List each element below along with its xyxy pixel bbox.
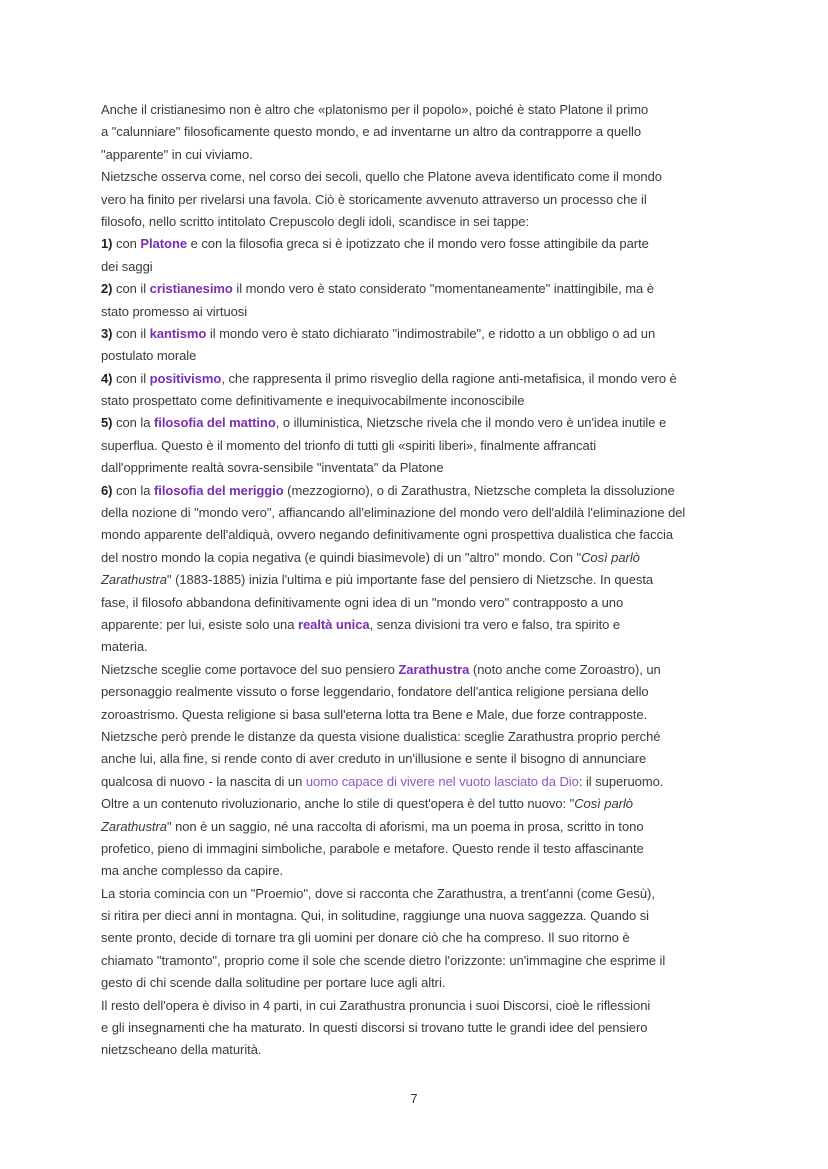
- text-segment: stato prospettato come definitivamente e inequivocabilmente inconoscibile: [101, 393, 525, 409]
- text-segment: gesto di chi scende dalla solitudine per portare luce agli altri.: [101, 975, 446, 991]
- text-segment: qualcosa di nuovo - la nascita di un: [101, 773, 306, 789]
- text-segment: : il superuomo.: [578, 773, 664, 789]
- text-segment: " (1883-1885) inizia l'ultima e più importante fase del pensiero di Nietzsche. In questa: [166, 572, 654, 588]
- text-line: [101, 256, 741, 278]
- list-number: 5): [101, 415, 113, 431]
- text-line: [101, 771, 741, 793]
- text-line: [101, 502, 741, 524]
- text-line: [101, 1039, 741, 1061]
- highlighted-term: realtà unica: [297, 616, 370, 632]
- text-segment: vero ha finito per rivelarsi una favola. Ciò è storicamente avvenuto attraverso un processo che il: [101, 191, 647, 207]
- italic-title: Zarathustra: [101, 818, 167, 834]
- text-line: [101, 480, 741, 502]
- list-number: 1): [101, 236, 113, 252]
- text-line: [101, 301, 741, 323]
- body-text: [101, 99, 741, 1062]
- text-line: [101, 524, 741, 546]
- text-line: [101, 323, 741, 345]
- text-segment: materia.: [101, 639, 148, 655]
- text-line: [101, 233, 741, 255]
- text-line: [101, 189, 741, 211]
- text-segment: superflua. Questo è il momento del trionfo di tutti gli «spiriti liberi», finalmente affrancati: [101, 437, 597, 453]
- highlighted-term: Zarathustra: [398, 661, 470, 677]
- text-segment: anche lui, alla fine, si rende conto di aver creduto in un'illusione e sente il bisogno di annunciare: [101, 751, 647, 767]
- text-segment: postulato morale: [101, 348, 197, 364]
- text-line: [101, 412, 741, 434]
- text-segment: Il resto dell'opera è diviso in 4 parti, in cui Zarathustra pronuncia i suoi Discorsi, cioè le riflessioni: [101, 997, 651, 1013]
- text-line: [101, 972, 741, 994]
- text-line: [101, 592, 741, 614]
- highlighted-term: kantismo: [149, 325, 207, 341]
- highlighted-term: positivismo: [149, 370, 222, 386]
- text-segment: e con la filosofia greca si è ipotizzato che il mondo vero fosse attingibile da parte: [187, 236, 649, 252]
- text-line: [101, 547, 741, 569]
- text-segment: "apparente" in cui viviamo.: [101, 146, 253, 162]
- text-segment: profetico, pieno di immagini simboliche, parabole e metafore. Questo rende il testo affascinante: [101, 840, 644, 856]
- text-segment: con: [112, 236, 141, 252]
- text-segment: dall'opprimente realtà sovra-sensibile "inventata" da Platone: [101, 460, 444, 476]
- list-number: 6): [101, 482, 113, 498]
- text-line: [101, 121, 741, 143]
- text-segment: il mondo vero è stato dichiarato "indimostrabile", e ridotto a un obbligo o ad un: [206, 325, 656, 341]
- text-segment: Anche il cristianesimo non è altro che «platonismo per il popolo», poiché è stato Platone il primo: [101, 102, 649, 117]
- text-line: [101, 345, 741, 367]
- text-segment: con il: [112, 281, 150, 297]
- text-segment: La storia comincia con un "Proemio", dove si racconta che Zarathustra, a trent'anni (come Gesù),: [101, 885, 655, 901]
- text-segment: del nostro mondo la copia negativa (e quindi biasimevole) di un "altro" mondo. Con ": [101, 549, 582, 565]
- text-segment: si ritira per dieci anni in montagna. Qui, in solitudine, raggiunge una nuova saggezza. Quando si: [101, 908, 649, 924]
- text-line: [101, 614, 741, 636]
- text-segment: il mondo vero è stato considerato "momentaneamente" inattingibile, ma è: [232, 281, 654, 297]
- text-segment: filosofo, nello scritto intitolato Crepuscolo degli idoli, scandisce in sei tappe:: [101, 213, 530, 229]
- text-segment: con la: [112, 482, 154, 498]
- text-line: [101, 860, 741, 882]
- text-segment: stato promesso ai virtuosi: [101, 303, 248, 319]
- text-segment: zoroastrismo. Questa religione si basa sull'eterna lotta tra Bene e Male, due forze contrapposte.: [101, 706, 648, 722]
- text-segment: chiamato "tramonto", proprio come il sole che scende dietro l'orizzonte: un'immagine che esprime il: [101, 952, 666, 968]
- text-line: [101, 838, 741, 860]
- highlighted-term: cristianesimo: [149, 281, 233, 297]
- text-line: [101, 995, 741, 1017]
- text-line: [101, 368, 741, 390]
- text-segment: " non è un saggio, né una raccolta di aforismi, ma un poema in prosa, scritto in tono: [166, 818, 644, 834]
- text-segment: Nietzsche sceglie come portavoce del suo pensiero: [101, 661, 399, 677]
- text-line: [101, 166, 741, 188]
- text-line: [101, 390, 741, 412]
- text-segment: Nietzsche osserva come, nel corso dei secoli, quello che Platone aveva identificato come il mondo: [101, 169, 662, 185]
- text-segment: , senza divisioni tra vero e falso, tra spirito e: [369, 616, 621, 632]
- text-line: [101, 950, 741, 972]
- text-line: [101, 99, 741, 121]
- text-line: [101, 681, 741, 703]
- text-segment: Oltre a un contenuto rivoluzionario, anche lo stile di quest'opera è del tutto nuovo: ": [101, 796, 575, 812]
- text-segment: della nozione di "mondo vero", affiancando all'eliminazione del mondo vero dell'aldilà l'eliminazione del: [101, 505, 686, 521]
- text-line: [101, 144, 741, 166]
- text-segment: sente pronto, decide di tornare tra gli uomini per donare ciò che ha compreso. Il suo ritorno è: [101, 930, 630, 946]
- text-line: [101, 748, 741, 770]
- text-line: [101, 816, 741, 838]
- text-segment: (mezzogiorno), o di Zarathustra, Nietzsche completa la dissoluzione: [283, 482, 675, 498]
- text-segment: fase, il filosofo abbandona definitivamente ogni idea di un "mondo vero" contrapposto a uno: [101, 594, 624, 610]
- text-line: [101, 726, 741, 748]
- text-line: [101, 927, 741, 949]
- text-line: [101, 569, 741, 591]
- text-line: [101, 1017, 741, 1039]
- highlighted-term: filosofia del meriggio: [153, 482, 284, 498]
- text-segment: apparente: per lui, esiste solo una: [101, 616, 298, 632]
- list-number: 4): [101, 370, 113, 386]
- text-line: [101, 457, 741, 479]
- highlighted-term: Platone: [140, 236, 188, 252]
- text-segment: , che rappresenta il primo risveglio della ragione anti-metafisica, il mondo vero è: [221, 370, 677, 386]
- page-number: 7: [410, 1091, 418, 1106]
- highlighted-term: uomo capace di vivere nel vuoto lasciato da Dio: [305, 773, 579, 789]
- italic-title: Così parlò: [574, 796, 633, 812]
- text-line: [101, 659, 741, 681]
- text-segment: personaggio realmente vissuto o forse leggendario, fondatore dell'antica religione persiana dello: [101, 684, 649, 700]
- text-line: [101, 278, 741, 300]
- text-segment: ma anche complesso da capire.: [101, 863, 284, 879]
- text-line: [101, 793, 741, 815]
- text-segment: con il: [112, 370, 150, 386]
- text-segment: nietzscheano della maturità.: [101, 1042, 262, 1058]
- text-segment: mondo apparente dell'aldiquà, ovvero negando definitivamente ogni prospettiva dualistica che faccia: [101, 527, 674, 543]
- text-line: [101, 435, 741, 457]
- text-segment: (noto anche come Zoroastro), un: [469, 661, 661, 677]
- text-segment: Nietzsche però prende le distanze da questa visione dualistica: sceglie Zarathustra proprio perché: [101, 728, 661, 744]
- text-segment: , o illuministica, Nietzsche rivela che il mondo vero è un'idea inutile e: [275, 415, 667, 431]
- text-segment: dei saggi: [101, 258, 153, 274]
- text-segment: con la: [112, 415, 154, 431]
- text-segment: con il: [112, 325, 150, 341]
- list-number: 3): [101, 325, 113, 341]
- list-number: 2): [101, 281, 113, 297]
- text-line: [101, 636, 741, 658]
- text-line: [101, 704, 741, 726]
- text-segment: e gli insegnamenti che ha maturato. In questi discorsi si trovano tutte le grandi idee del pensiero: [101, 1020, 648, 1036]
- italic-title: Così parlò: [581, 549, 640, 565]
- italic-title: Zarathustra: [101, 572, 167, 588]
- text-line: [101, 905, 741, 927]
- text-line: [101, 883, 741, 905]
- text-line: [101, 211, 741, 233]
- text-segment: a "calunniare" filosoficamente questo mondo, e ad inventarne un altro da contrapporre a quello: [101, 124, 642, 140]
- highlighted-term: filosofia del mattino: [153, 415, 276, 431]
